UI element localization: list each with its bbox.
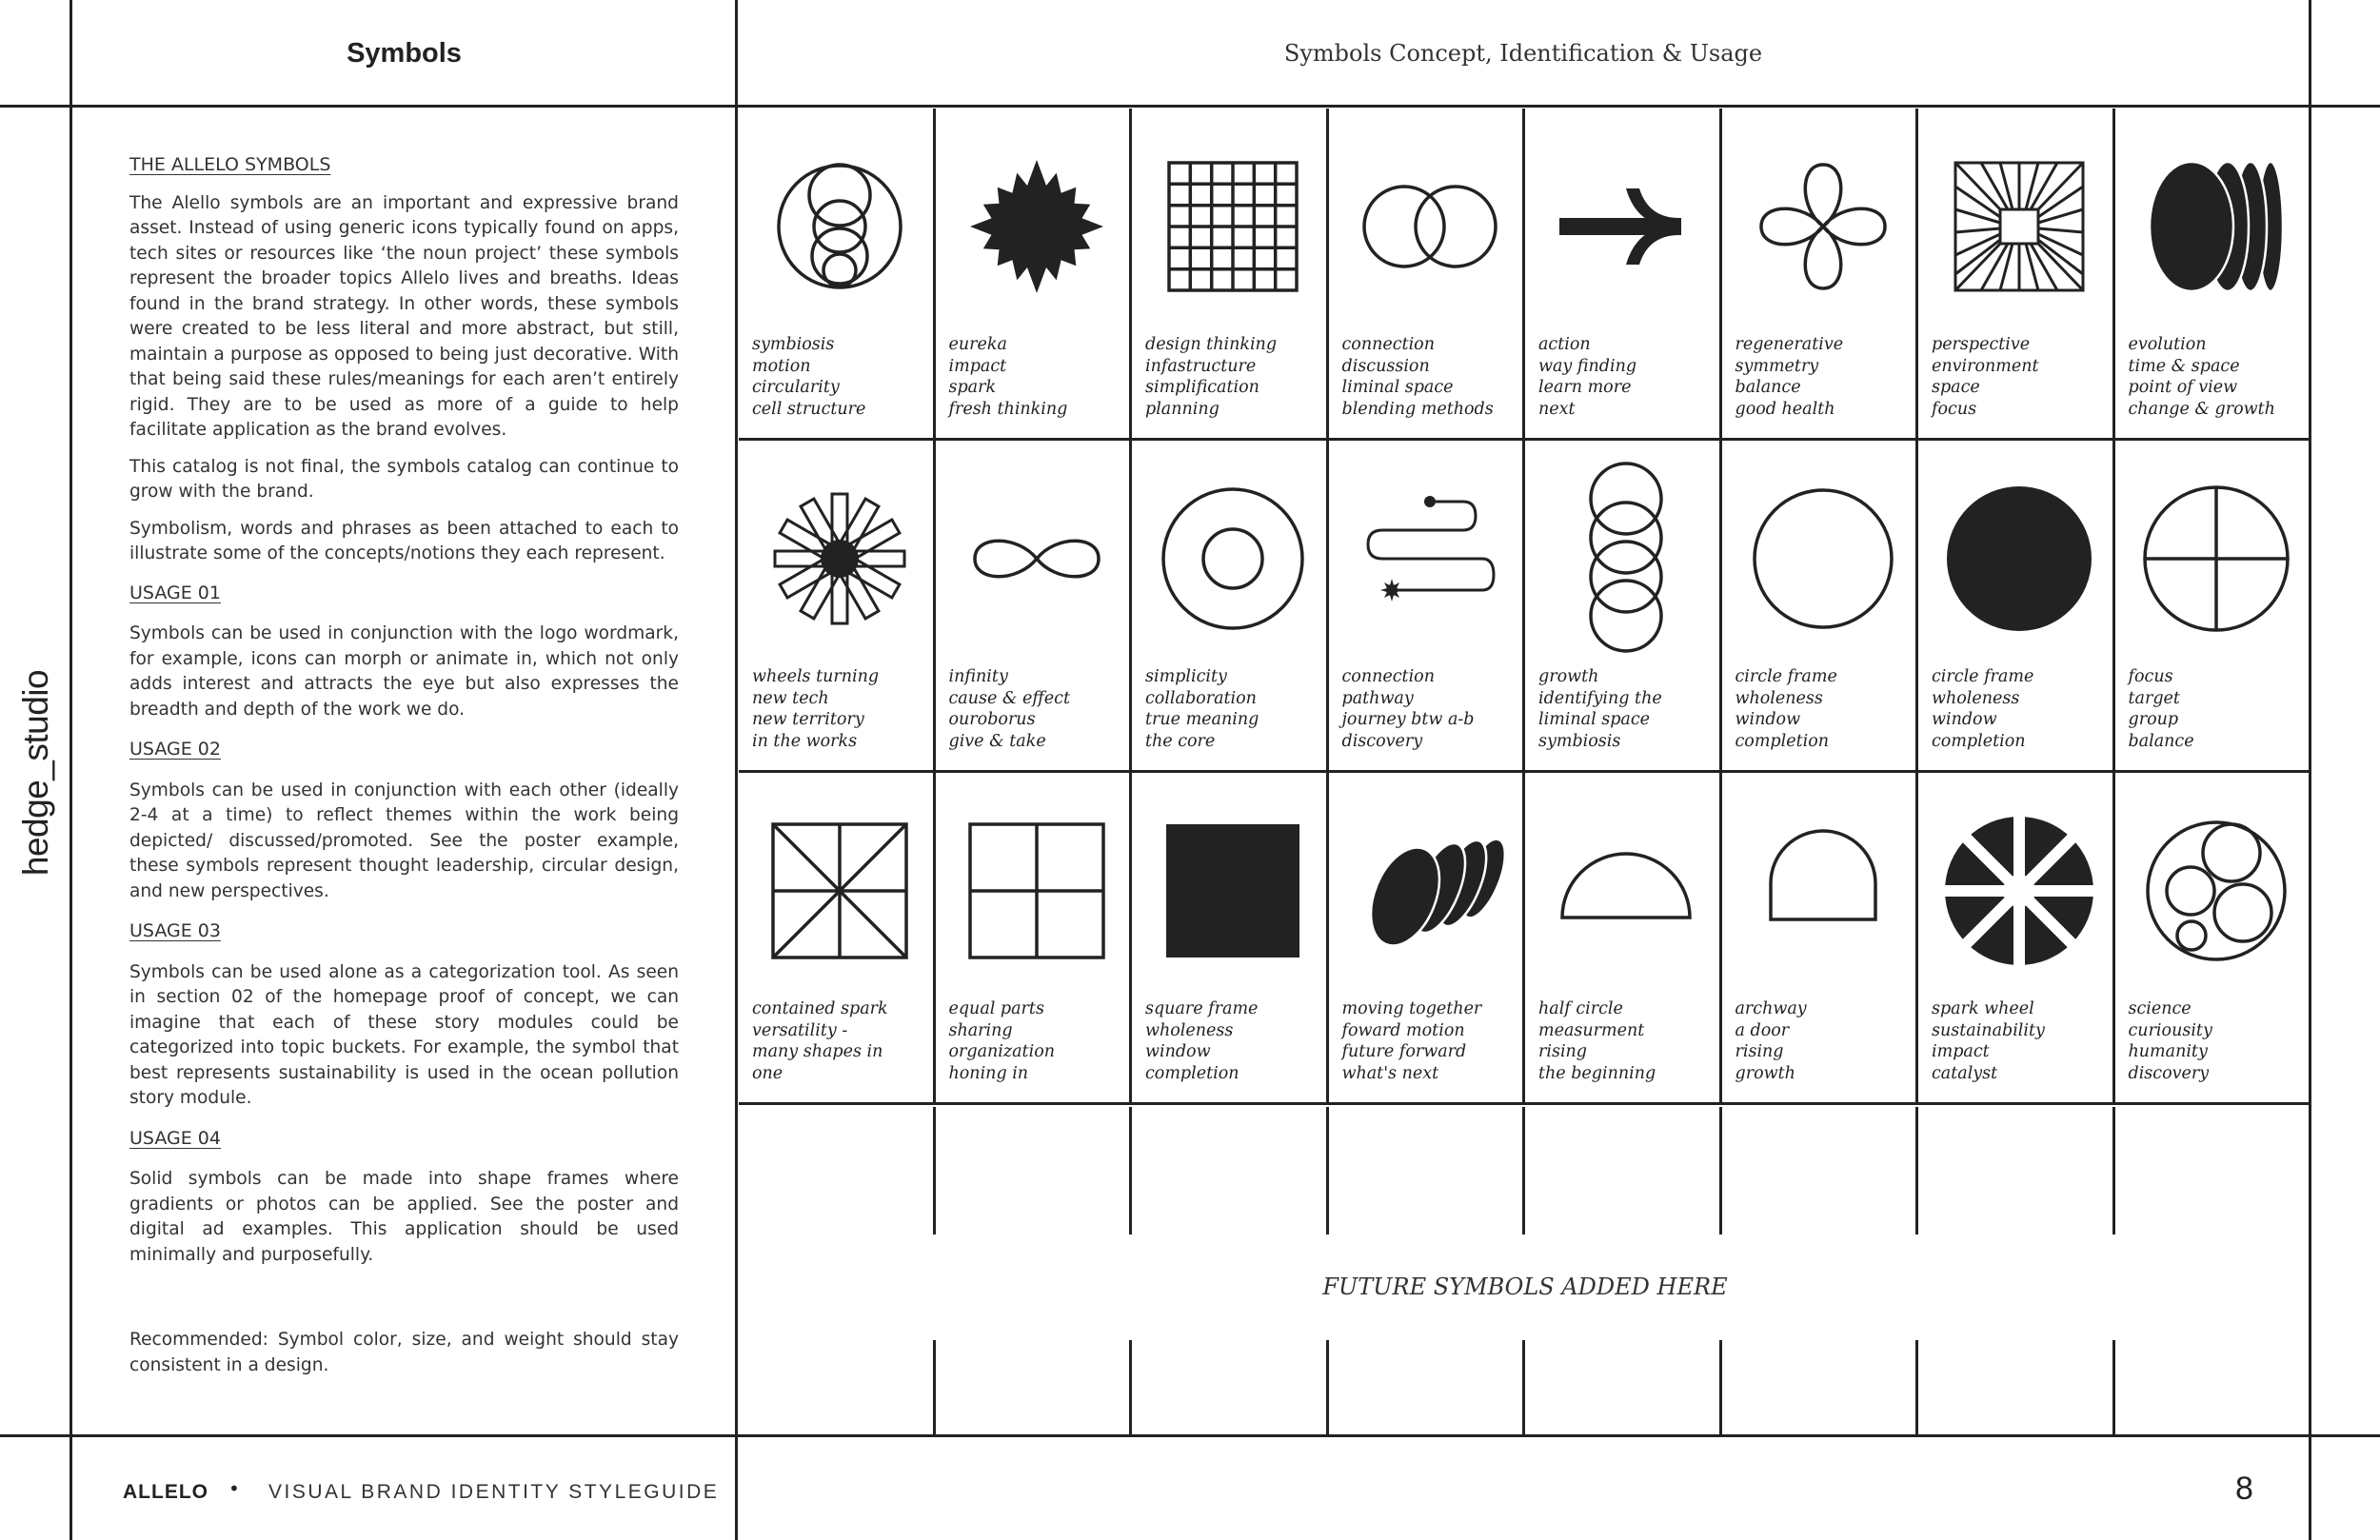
spark-wheel-icon [1953,824,2086,958]
footer-separator: • [228,1477,240,1500]
usage-heading: USAGE 04 [129,1127,221,1149]
column-divider [1522,1107,1525,1234]
symbol-label: action way finding learn more next [1538,335,1637,419]
intro-heading: THE ALLELO SYMBOLS [129,154,331,175]
archway-icon [1756,824,1890,958]
column-divider [1326,1107,1329,1234]
symbol-card [936,773,1133,1105]
symbol-card [739,773,936,1105]
usage-text: Symbols can be used in conjunction with each other (ideally 2-4 at a time) to reflect themes within the work being depicted/ discussed/promoted. See the poster example, these symbols represent thought leadership, circular design, and new perspectives. [129,780,679,901]
symbol-label: symbiosis motion circularity cell structure [752,335,866,419]
column-divider [1915,1107,1918,1234]
symbol-card [2115,441,2312,773]
symbol-card [1722,441,1919,773]
overlapping-circles-icon [773,160,906,293]
page-number: 8 [2235,1471,2253,1507]
symbol-label: equal parts sharing organization honing in [948,999,1055,1083]
usage-text: Symbols can be used alone as a categorization tool. As seen in section 02 of the homepage proof of concept, we can imagine that each of these story modules could be categorized into topic buckets. For example, the symbol that best represents sustainability is used in the ocean pollution story module. [129,961,679,1108]
symbol-card [2115,109,2312,441]
circle-outline-icon [1756,492,1890,625]
symbol-label: moving together foward motion future forward what's next [1341,999,1482,1083]
symbol-card [1918,109,2115,441]
intro-paragraph: The Alello symbols are an important and expressive brand asset. Instead of using generic icons typically found on apps, tech sites or resources like ‘the noun project’ these symbols represent the broader topics Allelo lives and breaths. Ideas found in the brand strategy. In other words, these symbols were created to be less literal and more abstract, but still, maintain a purpose as opposed to being just decorative. With that being said these rules/meanings for each aren’t entirely rigid. They are to be used as more of a guide to help facilitate application as the brand evolves. [129,192,679,440]
symbol-card [1525,109,1722,441]
symbol-card [936,441,1133,773]
symbol-label: connection pathway journey btw a-b discovery [1341,667,1475,751]
usage-heading: USAGE 02 [129,739,221,760]
symbol-label: connection discussion liminal space blending methods [1341,335,1494,419]
symbol-label: archway a door rising growth [1735,999,1807,1083]
frame-line-middle [735,0,738,1540]
recommendation-text: Recommended: Symbol color, size, and weight should stay consistent in a design. [129,1330,679,1375]
symbol-label: spark wheel sustainability impact catalyst [1932,999,2045,1083]
usage-text: Symbols can be used in conjunction with the logo wordmark, for example, icons can morph or animate in, which not only adds interest and attracts the eye but also expresses the breadth and depth of the work we do. [129,623,679,720]
symbol-label: circle frame wholeness window completion [1735,667,1837,751]
winding-path-icon [1363,492,1497,625]
symbol-label: wheels turning new tech new territory in the works [752,667,880,751]
page-title: Symbols Concept, Identification & Usage [1283,40,1763,67]
footer-title: VISUAL BRAND IDENTITY STYLEGUIDE [268,1481,720,1503]
usage-text: Solid symbols can be made into shape frames where gradients or photos can be applied. See the poster and digital ad examples. This application should be used minimally and purposefully. [129,1169,679,1265]
sidebar-brand: hedge_studio [16,669,55,877]
quartered-circle-icon [2150,492,2283,625]
symbol-label: evolution time & space point of view change & growth [2128,335,2275,419]
symbol-card [739,441,936,773]
intro-paragraph: Symbolism, words and phrases as been attached to each to illustrate some of the concepts/notions they each represent. [129,518,679,563]
symbols-grid [739,109,2311,1105]
stacked-circles-icon [1559,492,1693,625]
symbol-label: circle frame wholeness window completion [1932,667,2034,751]
slanted-ellipses-icon [1363,824,1497,958]
column-divider [1129,1107,1132,1234]
symbol-label: simplicity collaboration true meaning the core [1145,667,1259,751]
symbol-label: eureka impact spark fresh thinking [948,335,1068,419]
column-divider [2112,1340,2115,1436]
arrow-icon [1559,160,1693,293]
column-divider [2112,1107,2115,1234]
column-divider [933,1340,936,1436]
perspective-room-icon [1953,160,2086,293]
column-divider [1129,1340,1132,1436]
solid-circle-icon [1953,492,2086,625]
half-circle-icon [1559,824,1693,958]
symbol-label: science curiousity humanity discovery [2128,999,2212,1083]
symbol-label: contained spark versatility - many shapes in one [752,999,888,1083]
column-divider [1522,1340,1525,1436]
infinity-icon [970,492,1103,625]
symbol-label: growth identifying the liminal space symbiosis [1538,667,1662,751]
solid-square-icon [1166,824,1299,958]
symbol-card [1329,441,1526,773]
symbol-card [1918,773,2115,1105]
symbol-card [1329,773,1526,1105]
column-divider [1719,1340,1722,1436]
symbol-card [1132,109,1329,441]
quartered-square-icon [970,824,1103,958]
starburst-icon [970,160,1103,293]
grid-icon [1166,160,1299,293]
column-divider [1719,1107,1722,1234]
future-symbols-row [739,1107,2311,1436]
symbol-card [936,109,1133,441]
overlapping-ellipses-icon [2150,160,2283,293]
column-divider [1326,1340,1329,1436]
symbol-label: perspective environment space focus [1932,335,2039,419]
symbol-label: square frame wholeness window completion [1145,999,1259,1083]
section-title: Symbols [347,37,462,69]
symbol-card [739,109,936,441]
symbol-card [1132,441,1329,773]
symbol-card [1722,109,1919,441]
usage-heading: USAGE 03 [129,920,221,941]
symbol-card [2115,773,2312,1105]
square-spark-icon [773,824,906,958]
symbol-card [1722,773,1919,1105]
text-column [129,152,679,1378]
symbol-label: regenerative symmetry balance good health [1735,335,1844,419]
wheel-burst-icon [773,492,906,625]
bubbles-circle-icon [2150,824,2283,958]
symbol-card [1525,441,1722,773]
symbol-card [1132,773,1329,1105]
symbol-label: design thinking infastructure simplification planning [1145,335,1278,419]
column-divider [1915,1340,1918,1436]
intro-paragraph: This catalog is not final, the symbols catalog can continue to grow with the brand. [129,456,679,502]
symbol-card [1525,773,1722,1105]
frame-line-left [69,0,72,1540]
symbol-label: infinity cause & effect ouroborus give & take [948,667,1070,751]
symbol-label: half circle measurment rising the beginning [1538,999,1656,1083]
symbol-card [1329,109,1526,441]
venn-circles-icon [1363,160,1497,293]
concentric-circles-icon [1166,492,1299,625]
symbol-card [1918,441,2115,773]
symbol-label: focus target group balance [2128,667,2194,751]
future-symbols-label: FUTURE SYMBOLS ADDED HERE [1322,1273,1728,1300]
quatrefoil-icon [1756,160,1890,293]
footer-brand: ALLELO [123,1481,208,1503]
usage-heading: USAGE 01 [129,582,221,603]
column-divider [933,1107,936,1234]
